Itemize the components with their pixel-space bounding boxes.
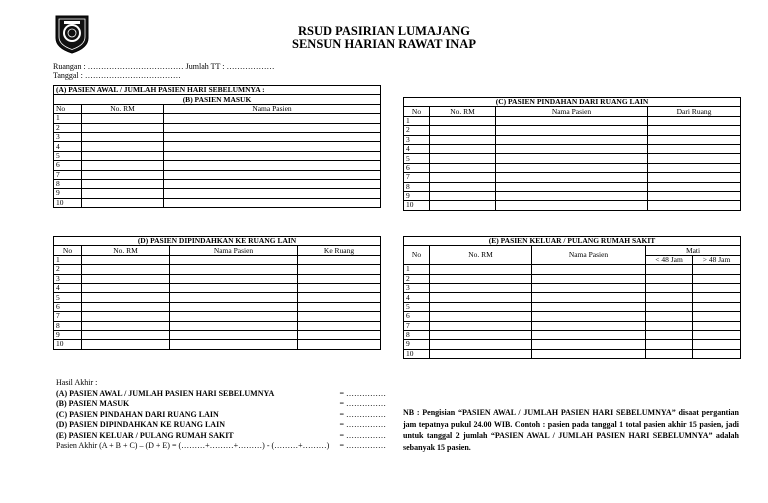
blank-cell (496, 182, 648, 191)
blank-cell (496, 173, 648, 182)
summary-item (56, 420, 386, 431)
blank-cell (646, 321, 693, 330)
blank-cell (646, 265, 693, 274)
table-row (54, 330, 381, 339)
row-number: 5 (404, 302, 430, 311)
blank-cell (82, 198, 164, 207)
table-row (54, 123, 381, 132)
blank-cell (82, 274, 170, 283)
blank-cell (170, 330, 298, 339)
blank-cell (648, 173, 741, 182)
blank-cell (430, 191, 496, 200)
table-row (54, 161, 381, 170)
blank-cell (648, 116, 741, 125)
document-subtitle: SENSUN HARIAN RAWAT INAP (292, 37, 476, 51)
blank-cell (82, 142, 164, 151)
blank-cell (430, 173, 496, 182)
summary-item-value: = …………… (339, 388, 386, 398)
blank-cell (532, 330, 646, 339)
blank-cell (693, 321, 741, 330)
row-number: 3 (54, 132, 82, 141)
blank-cell (430, 144, 496, 153)
table-row (404, 173, 741, 182)
summary-item (56, 399, 386, 410)
row-number: 6 (54, 302, 82, 311)
table-e-title: (E) PASIEN KELUAR / PULANG RUMAH SAKIT (404, 237, 741, 246)
row-number: 4 (404, 144, 430, 153)
table-c-title: (C) PASIEN PINDAHAN DARI RUANG LAIN (404, 98, 741, 107)
table-row (404, 330, 741, 339)
table-row (404, 340, 741, 349)
blank-cell (430, 126, 496, 135)
row-number: 9 (404, 340, 430, 349)
table-row (404, 201, 741, 210)
ruangan-line: Ruangan : ……………………………… Jumlah TT : ……………… (53, 62, 275, 71)
blank-cell (430, 182, 496, 191)
row-number: 4 (54, 142, 82, 151)
blank-cell (82, 330, 170, 339)
blank-cell (170, 283, 298, 292)
row-number: 8 (404, 182, 430, 191)
col-no-rm: No. RM (430, 246, 532, 265)
blank-cell (430, 274, 532, 283)
blank-cell (82, 170, 164, 179)
col-nama-pasien: Nama Pasien (164, 104, 381, 113)
row-number: 2 (54, 265, 82, 274)
summary-item-label: (A) PASIEN AWAL / JUMLAH PASIEN HARI SEBELUMNYA (56, 388, 275, 398)
blank-cell (646, 349, 693, 358)
summary-item-label: (C) PASIEN PINDAHAN DARI RUANG LAIN (56, 409, 219, 419)
row-number: 10 (54, 198, 82, 207)
row-number: 6 (404, 312, 430, 321)
blank-cell (693, 274, 741, 283)
blank-cell (170, 255, 298, 264)
summary-item-label: (B) PASIEN MASUK (56, 399, 130, 408)
row-number: 2 (404, 274, 430, 283)
blank-cell (532, 312, 646, 321)
col-no: No (54, 104, 82, 113)
blank-cell (496, 154, 648, 163)
table-row (54, 198, 381, 207)
blank-cell (430, 116, 496, 125)
col-nama-pasien: Nama Pasien (170, 246, 298, 255)
blank-cell (496, 144, 648, 153)
blank-cell (648, 126, 741, 135)
blank-cell (164, 142, 381, 151)
table-row (404, 321, 741, 330)
table-row (404, 126, 741, 135)
blank-cell (430, 283, 532, 292)
blank-cell (170, 293, 298, 302)
blank-cell (648, 163, 741, 172)
row-number: 8 (54, 179, 82, 188)
blank-cell (82, 265, 170, 274)
blank-cell (82, 340, 170, 349)
row-number: 9 (404, 191, 430, 200)
blank-cell (648, 154, 741, 163)
table-d (53, 236, 381, 350)
blank-cell (532, 283, 646, 292)
blank-cell (298, 255, 381, 264)
blank-cell (496, 191, 648, 200)
row-number: 1 (404, 116, 430, 125)
col-dari-ruang: Dari Ruang (648, 107, 741, 116)
blank-cell (82, 179, 164, 188)
blank-cell (646, 330, 693, 339)
tanggal-line: Tanggal : ……………………………… (53, 71, 181, 80)
blank-cell (430, 312, 532, 321)
blank-cell (170, 274, 298, 283)
summary-item-value: = …………… (339, 430, 386, 440)
table-row (404, 274, 741, 283)
table-row (54, 340, 381, 349)
row-number: 1 (404, 265, 430, 274)
table-row (404, 283, 741, 292)
blank-cell (430, 201, 496, 210)
blank-cell (532, 265, 646, 274)
row-number: 5 (54, 151, 82, 160)
blank-cell (170, 302, 298, 311)
row-number: 3 (404, 135, 430, 144)
table-b (53, 85, 381, 208)
table-row (54, 255, 381, 264)
table-row (404, 135, 741, 144)
blank-cell (496, 163, 648, 172)
table-row (404, 144, 741, 153)
table-row (54, 312, 381, 321)
blank-cell (496, 135, 648, 144)
row-number: 8 (404, 330, 430, 339)
table-row (54, 302, 381, 311)
col-no: No (404, 246, 430, 265)
blank-cell (646, 274, 693, 283)
blank-cell (170, 321, 298, 330)
row-number: 3 (404, 283, 430, 292)
col-mati-lt48: < 48 Jam (646, 255, 693, 264)
blank-cell (648, 201, 741, 210)
blank-cell (164, 179, 381, 188)
summary (56, 378, 386, 452)
blank-cell (430, 163, 496, 172)
summary-formula-value: = …………… (339, 441, 386, 450)
table-row (54, 132, 381, 141)
nb-note: NB : Pengisian “PASIEN AWAL / JUMLAH PASIEN HARI SEBELUMNYA” disaat pergantian jam tepatnya pukul 24.00 WIB. Contoh : pasien pada tanggal 1 total pasien akhir 15 pasien, jadi untuk tanggal 2 jumlah “PASIEN AWAL / JUMLAH PASIEN HARI SEBELUMNYA” adalah sebanyak 15 pasien. (403, 408, 739, 452)
col-no: No (404, 107, 430, 116)
blank-cell (646, 293, 693, 302)
blank-cell (646, 302, 693, 311)
col-no: No (54, 246, 82, 255)
blank-cell (693, 340, 741, 349)
table-row (54, 274, 381, 283)
table-row (54, 170, 381, 179)
document-title: RSUD PASIRIAN LUMAJANG (298, 24, 470, 38)
row-number: 10 (404, 349, 430, 358)
row-number: 3 (54, 274, 82, 283)
row-number: 9 (54, 189, 82, 198)
table-d-title: (D) PASIEN DIPINDAHKAN KE RUANG LAIN (54, 237, 381, 246)
table-b-title: (B) PASIEN MASUK (54, 95, 381, 104)
row-number: 6 (404, 163, 430, 172)
blank-cell (532, 321, 646, 330)
col-no-rm: No. RM (430, 107, 496, 116)
row-number: 1 (54, 114, 82, 123)
blank-cell (532, 340, 646, 349)
col-ke-ruang: Ke Ruang (298, 246, 381, 255)
row-number: 5 (54, 293, 82, 302)
blank-cell (693, 349, 741, 358)
table-row (404, 116, 741, 125)
blank-cell (82, 255, 170, 264)
table-row (404, 191, 741, 200)
table-row (54, 189, 381, 198)
blank-cell (82, 151, 164, 160)
table-row (404, 349, 741, 358)
blank-cell (648, 144, 741, 153)
blank-cell (298, 330, 381, 339)
table-row (404, 182, 741, 191)
summary-item-value: = …………… (339, 409, 386, 419)
row-number: 7 (54, 312, 82, 321)
blank-cell (646, 340, 693, 349)
blank-cell (646, 283, 693, 292)
row-number: 2 (404, 126, 430, 135)
blank-cell (298, 302, 381, 311)
blank-cell (164, 114, 381, 123)
blank-cell (496, 126, 648, 135)
blank-cell (82, 312, 170, 321)
blank-cell (693, 265, 741, 274)
table-row (54, 283, 381, 292)
blank-cell (648, 191, 741, 200)
col-no-rm: No. RM (82, 104, 164, 113)
blank-cell (430, 349, 532, 358)
blank-cell (82, 321, 170, 330)
blank-cell (430, 321, 532, 330)
row-number: 10 (404, 201, 430, 210)
blank-cell (648, 182, 741, 191)
col-mati: Mati (646, 246, 741, 255)
blank-cell (430, 265, 532, 274)
blank-cell (170, 265, 298, 274)
table-row (54, 293, 381, 302)
blank-cell (693, 283, 741, 292)
table-row (54, 142, 381, 151)
row-number: 7 (54, 170, 82, 179)
table-row (404, 302, 741, 311)
row-number: 2 (54, 123, 82, 132)
table-row (54, 114, 381, 123)
row-number: 4 (54, 283, 82, 292)
blank-cell (532, 293, 646, 302)
col-mati-gt48: > 48 Jam (693, 255, 741, 264)
blank-cell (82, 123, 164, 132)
col-nama-pasien: Nama Pasien (532, 246, 646, 265)
row-number: 5 (404, 154, 430, 163)
table-c (403, 97, 741, 211)
blank-cell (298, 321, 381, 330)
table-row (54, 179, 381, 188)
blank-cell (430, 293, 532, 302)
blank-cell (298, 312, 381, 321)
blank-cell (693, 312, 741, 321)
blank-cell (496, 201, 648, 210)
blank-cell (164, 132, 381, 141)
row-number: 7 (404, 321, 430, 330)
section-a-title: (A) PASIEN AWAL / JUMLAH PASIEN HARI SEBELUMNYA : (54, 86, 381, 95)
blank-cell (430, 135, 496, 144)
blank-cell (82, 189, 164, 198)
summary-item-value: = …………… (339, 399, 386, 408)
blank-cell (693, 330, 741, 339)
blank-cell (430, 330, 532, 339)
blank-cell (496, 116, 648, 125)
blank-cell (298, 340, 381, 349)
blank-cell (298, 283, 381, 292)
row-number: 7 (404, 173, 430, 182)
row-number: 4 (404, 293, 430, 302)
summary-heading: Hasil Akhir : (56, 378, 98, 387)
blank-cell (693, 302, 741, 311)
table-e (403, 236, 741, 359)
summary-item (56, 389, 386, 400)
blank-cell (164, 170, 381, 179)
blank-cell (693, 293, 741, 302)
summary-item (56, 410, 386, 421)
blank-cell (532, 274, 646, 283)
summary-item-label: (D) PASIEN DIPINDAHKAN KE RUANG LAIN (56, 420, 225, 429)
blank-cell (646, 312, 693, 321)
blank-cell (82, 132, 164, 141)
table-row (404, 154, 741, 163)
blank-cell (164, 151, 381, 160)
row-number: 8 (54, 321, 82, 330)
blank-cell (298, 274, 381, 283)
table-row (54, 151, 381, 160)
summary-item-label: (E) PASIEN KELUAR / PULANG RUMAH SAKIT (56, 430, 234, 440)
summary-formula: Pasien Akhir (A + B + C) – (D + E) = (………+………+………) - (………+………) (56, 441, 330, 450)
blank-cell (170, 312, 298, 321)
blank-cell (82, 283, 170, 292)
blank-cell (430, 340, 532, 349)
blank-cell (164, 161, 381, 170)
blank-cell (430, 302, 532, 311)
table-row (54, 321, 381, 330)
blank-cell (532, 349, 646, 358)
blank-cell (430, 154, 496, 163)
row-number: 6 (54, 161, 82, 170)
row-number: 1 (54, 255, 82, 264)
blank-cell (164, 189, 381, 198)
blank-cell (298, 293, 381, 302)
blank-cell (82, 293, 170, 302)
blank-cell (298, 265, 381, 274)
blank-cell (164, 198, 381, 207)
col-nama-pasien: Nama Pasien (496, 107, 648, 116)
blank-cell (164, 123, 381, 132)
summary-item (56, 431, 386, 442)
blank-cell (82, 302, 170, 311)
blank-cell (82, 114, 164, 123)
blank-cell (82, 161, 164, 170)
table-row (404, 293, 741, 302)
table-row (404, 312, 741, 321)
table-row (404, 265, 741, 274)
blank-cell (648, 135, 741, 144)
blank-cell (170, 340, 298, 349)
col-no-rm: No. RM (82, 246, 170, 255)
blank-cell (532, 302, 646, 311)
table-row (54, 265, 381, 274)
row-number: 9 (54, 330, 82, 339)
summary-item-value: = …………… (339, 420, 386, 429)
row-number: 10 (54, 340, 82, 349)
table-row (404, 163, 741, 172)
